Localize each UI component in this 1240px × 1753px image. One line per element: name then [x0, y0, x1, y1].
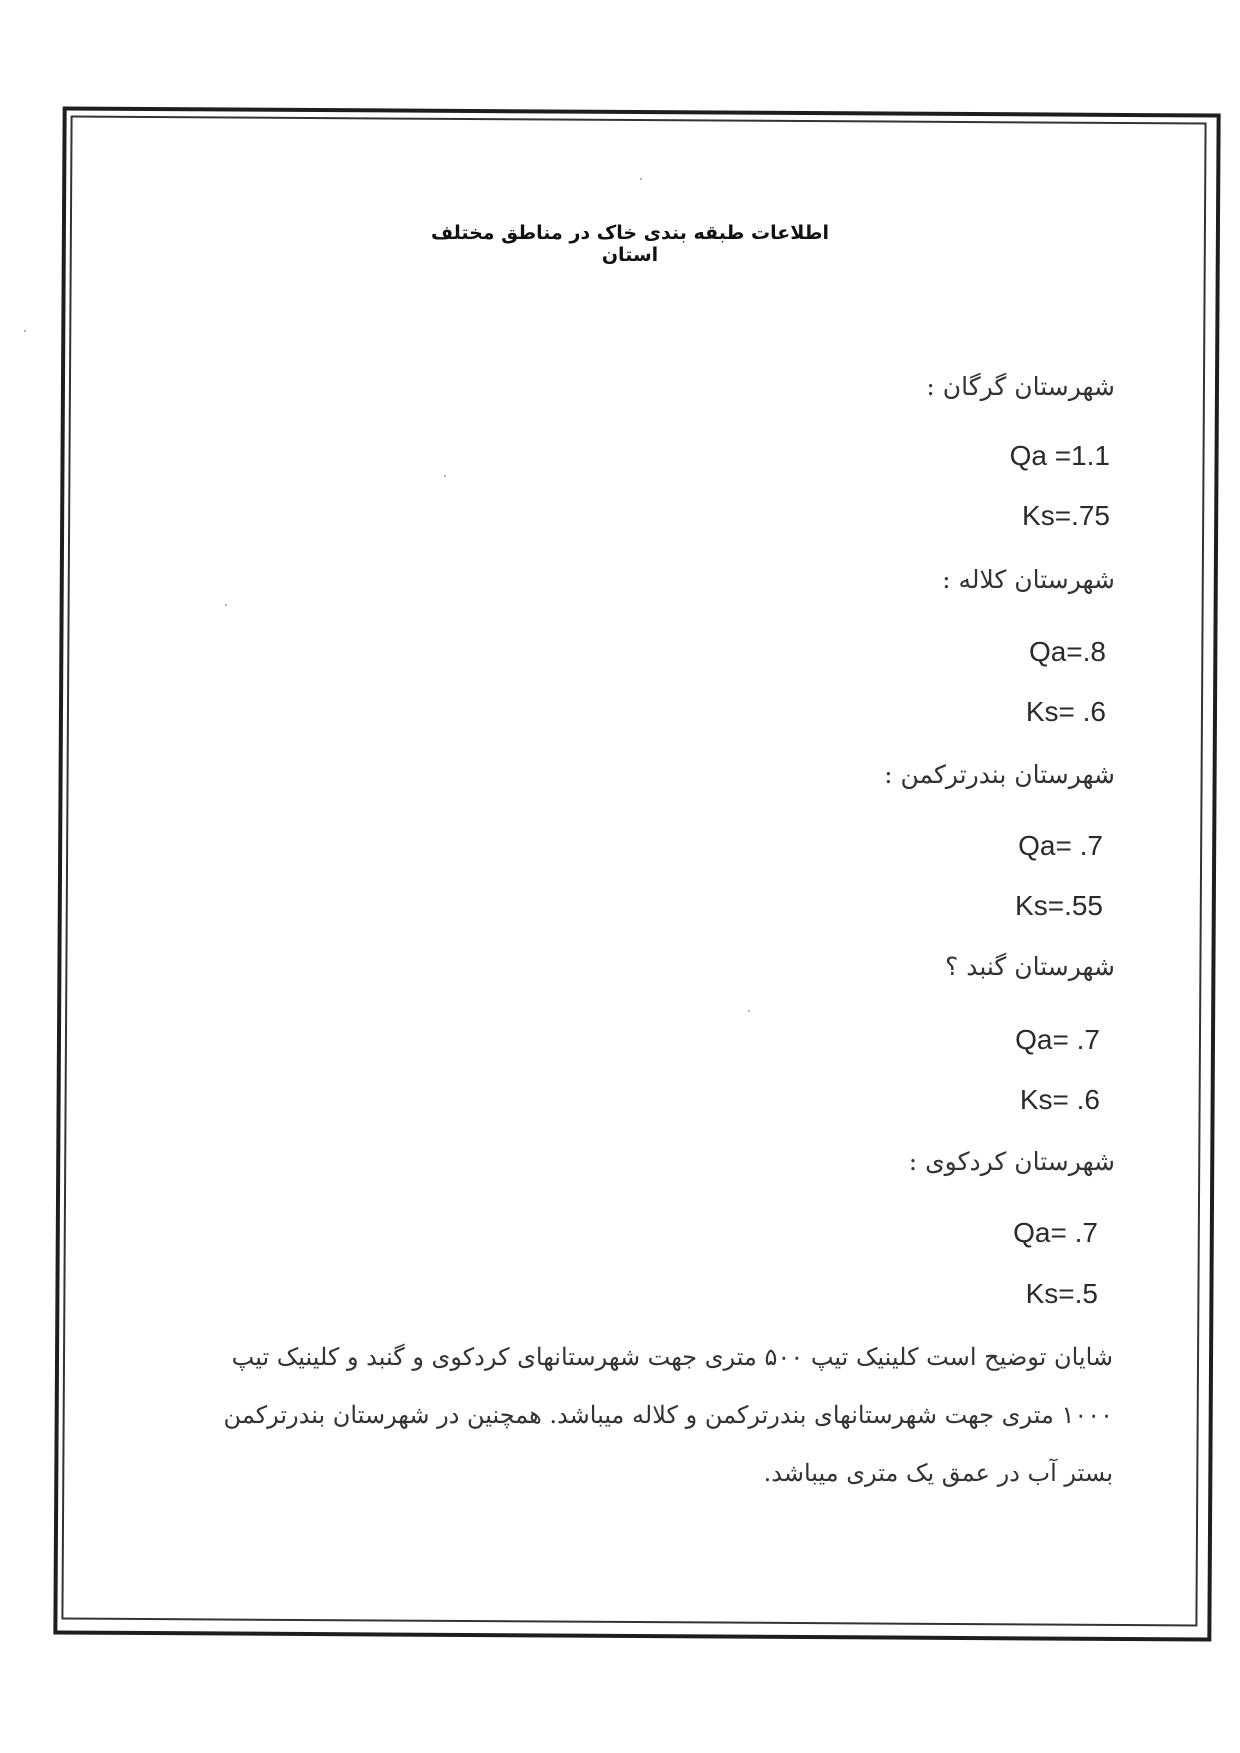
scan-speck: [748, 1010, 750, 1012]
ks-value-kalaleh: Ks= .6: [1025, 696, 1106, 727]
scan-speck: [24, 330, 26, 332]
note-line: ۱۰۰۰ متری جهت شهرستانهای بندرترکمن و کلاله میباشد. همچنین در شهرستان بندرترکمن: [223, 1401, 1113, 1429]
scan-speck: [225, 604, 227, 606]
qa-value-bandar-torkaman: Qa= .7: [1018, 830, 1103, 861]
qa-value-kalaleh: Qa=.8: [1028, 636, 1106, 667]
city-heading-kordkuy: شهرستان کردکوی :: [908, 1147, 1115, 1176]
page-title: اطلاعات طبقه بندی خاک در مناطق مختلف استان: [430, 222, 830, 266]
qa-value-gonbad: Qa= .7: [1015, 1024, 1100, 1055]
qa-value-gorgan: Qa =1.1: [1009, 440, 1110, 471]
note-line: شایان توضیح است کلینیک تیپ ۵۰۰ متری جهت شهرستانهای کردکوی و گنبد و کلینیک تیپ: [231, 1343, 1113, 1371]
city-heading-bandar-torkaman: شهرستان بندرترکمن :: [884, 760, 1115, 789]
note-paragraph: [185, 1328, 1113, 1502]
qa-value-kordkuy: Qa= .7: [1013, 1217, 1098, 1248]
city-heading-gonbad: شهرستان گنبد ؟: [944, 952, 1115, 981]
scan-speck: [444, 475, 446, 477]
ks-value-bandar-torkaman: Ks=.55: [1015, 890, 1103, 921]
ks-value-kordkuy: Ks=.5: [1025, 1278, 1098, 1309]
note-line: بستر آب در عمق یک متری میباشد.: [763, 1459, 1113, 1487]
ks-value-gorgan: Ks=.75: [1022, 500, 1110, 531]
city-heading-kalaleh: شهرستان کلاله :: [942, 565, 1115, 594]
scan-speck: [640, 178, 642, 180]
ks-value-gonbad: Ks= .6: [1019, 1084, 1100, 1115]
city-heading-gorgan: شهرستان گرگان :: [926, 372, 1115, 401]
